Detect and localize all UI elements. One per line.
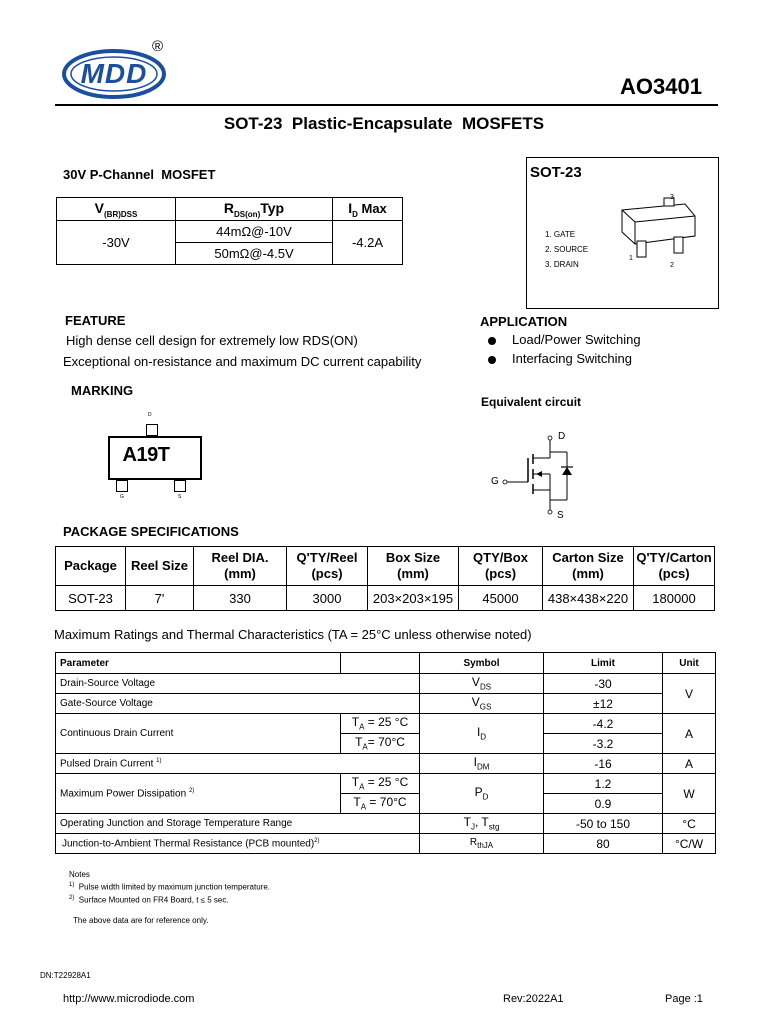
pk-header-qty-reel: Q'TY/Reel (pcs) bbox=[287, 547, 368, 586]
reference-note: The above data are for reference only. bbox=[73, 916, 209, 926]
marking-drawing bbox=[100, 410, 210, 500]
sym-vds: $V_{DS}$ bbox=[420, 674, 544, 694]
pin-g-label: G bbox=[120, 494, 124, 500]
pin-s-lead bbox=[174, 480, 186, 492]
feature-line-2: Exceptional on-resistance and maximum DC current capability bbox=[63, 354, 422, 369]
pin-number-2: 2 bbox=[670, 262, 674, 269]
col-symbol: Symbol bbox=[420, 653, 544, 674]
col-limit: Limit bbox=[544, 653, 663, 674]
note-1: $^{1)}$ Pulse width limited by maximum junction temperature. bbox=[69, 882, 270, 892]
ratings-heading: Maximum Ratings and Thermal Characteristics (TA = 25°C unless otherwise noted) bbox=[54, 627, 532, 642]
pk-cell: 438×438×220 bbox=[543, 586, 634, 611]
feature-heading: FEATURE bbox=[65, 313, 126, 328]
vbr-value: -30V bbox=[57, 221, 176, 265]
unit-v: V bbox=[663, 674, 716, 714]
pk-cell: 7' bbox=[126, 586, 194, 611]
pk-header-reel-size: Reel Size bbox=[126, 547, 194, 586]
id-value: -4.2A bbox=[333, 221, 403, 265]
bullet-icon bbox=[488, 356, 496, 364]
param-id: Continuous Drain Current bbox=[56, 714, 341, 754]
pk-cell: 180000 bbox=[634, 586, 715, 611]
pk-header-reel-dia: Reel DIA. (mm) bbox=[194, 547, 287, 586]
package-box bbox=[526, 157, 719, 309]
limit-pd-25: 1.2 bbox=[544, 774, 663, 794]
rds-value-1: 44mΩ@-10V bbox=[176, 221, 333, 243]
bullet-icon bbox=[488, 337, 496, 345]
package-specs-heading: PACKAGE SPECIFICATIONS bbox=[63, 524, 239, 539]
param-tj: Operating Junction and Storage Temperature Range bbox=[56, 814, 420, 834]
limit-id-70: -3.2 bbox=[544, 734, 663, 754]
sym-vgs: $V_{GS}$ bbox=[420, 694, 544, 714]
cond-pd-70: $T_A = 70^\circ C$ bbox=[341, 794, 420, 814]
sym-rth: $R_{thJA}$ bbox=[420, 834, 544, 854]
unit-rth: °C/W bbox=[663, 834, 716, 854]
unit-id: A bbox=[663, 714, 716, 754]
application-heading: APPLICATION bbox=[480, 314, 568, 329]
pin-number-3: 3 bbox=[670, 194, 674, 201]
package-box-title: SOT-23 bbox=[530, 164, 582, 181]
application-item: Load/Power Switching bbox=[488, 332, 641, 347]
col-vbr: $V_{(BR)DSS}$ bbox=[57, 198, 176, 221]
application-item: Interfacing Switching bbox=[488, 351, 632, 366]
pk-header-box-size: Box Size (mm) bbox=[368, 547, 459, 586]
marking-code: A19T bbox=[122, 444, 170, 466]
marking-heading: MARKING bbox=[71, 383, 134, 398]
circuit-label-s: S bbox=[557, 510, 564, 521]
unit-pd: W bbox=[663, 774, 716, 814]
sym-pd: $P_D$ bbox=[420, 774, 544, 814]
param-idm: Pulsed Drain Current $^{1)}$ bbox=[56, 754, 420, 774]
col-condition-blank bbox=[341, 653, 420, 674]
pin-label-drain: 3. DRAIN bbox=[545, 260, 579, 269]
footer-revision: Rev:2022A1 bbox=[503, 993, 564, 1005]
pin-d-lead bbox=[146, 424, 158, 436]
sym-tj: $T_J$, $T_{stg}$ bbox=[420, 814, 544, 834]
cond-pd-25: $T_A = 25$ °C bbox=[341, 774, 420, 794]
pin-s-label: S bbox=[178, 494, 182, 500]
limit-pd-70: 0.9 bbox=[544, 794, 663, 814]
pk-cell: 45000 bbox=[459, 586, 543, 611]
feature-line-1: High dense cell design for extremely low RDS(ON) bbox=[66, 333, 358, 348]
rds-value-2: 50mΩ@-4.5V bbox=[176, 243, 333, 265]
circuit-label-g: G bbox=[491, 476, 499, 487]
sot23-package-drawing bbox=[607, 194, 707, 274]
circuit-label-d: D bbox=[558, 431, 566, 442]
header-rule bbox=[55, 104, 718, 106]
pk-header-qty-box: QTY/Box (pcs) bbox=[459, 547, 543, 586]
unit-idm: A bbox=[663, 754, 716, 774]
sym-idm: $I_{DM}$ bbox=[420, 754, 544, 774]
pin-number-1: 1 bbox=[629, 255, 633, 262]
pk-cell: 330 bbox=[194, 586, 287, 611]
notes-title: Notes bbox=[69, 870, 90, 879]
limit-idm: -16 bbox=[544, 754, 663, 774]
col-parameter: Parameter bbox=[56, 653, 341, 674]
col-id: $I_D$ Max bbox=[333, 198, 403, 221]
pin-g-lead bbox=[116, 480, 128, 492]
circuit-heading: Equivalent circuit bbox=[481, 395, 582, 409]
pk-cell: SOT-23 bbox=[56, 586, 126, 611]
pk-header-carton-size: Carton Size (mm) bbox=[543, 547, 634, 586]
col-rds: $R_{DS(on)}Typ$ bbox=[176, 198, 333, 221]
param-pd: Maximum Power Dissipation $^{2)}$ bbox=[56, 774, 341, 814]
logo-text: MDD bbox=[80, 58, 148, 89]
pin-label-gate: 1. GATE bbox=[545, 230, 576, 239]
param-vgs: Gate-Source Voltage bbox=[56, 694, 420, 714]
notes bbox=[69, 870, 270, 926]
doc-number: DN:T22928A1 bbox=[40, 971, 91, 980]
package-specs-table bbox=[55, 546, 715, 611]
pin-d-label: D bbox=[148, 412, 152, 418]
part-number: AO3401 bbox=[620, 74, 702, 99]
unit-tj: °C bbox=[663, 814, 716, 834]
sym-id: $I_D$ bbox=[420, 714, 544, 754]
footer-page: Page :1 bbox=[665, 993, 703, 1005]
company-logo bbox=[62, 48, 166, 100]
limit-vds: -30 bbox=[544, 674, 663, 694]
pk-cell: 3000 bbox=[287, 586, 368, 611]
limit-tj: -50 to 150 bbox=[544, 814, 663, 834]
note-2: $^{2)}$ Surface Mounted on FR4 Board, t ≤ 5 sec. bbox=[69, 894, 229, 905]
cond-id-70: $T_A= 70^\circ C$ bbox=[341, 734, 420, 754]
limit-id-25: -4.2 bbox=[544, 714, 663, 734]
param-rth: Junction-to-Ambient Thermal Resistance (PCB mounted)$^{2)}$ bbox=[56, 834, 420, 854]
param-vds: Drain-Source Voltage bbox=[56, 674, 420, 694]
footer-url[interactable]: http://www.microdiode.com bbox=[63, 993, 195, 1005]
pk-cell: 203×203×195 bbox=[368, 586, 459, 611]
col-unit: Unit bbox=[663, 653, 716, 674]
pk-header-qty-carton: Q'TY/Carton (pcs) bbox=[634, 547, 715, 586]
max-ratings-table bbox=[55, 652, 716, 854]
pin-label-source: 2. SOURCE bbox=[545, 245, 589, 254]
limit-rth: 80 bbox=[544, 834, 663, 854]
page-subtitle: SOT-23 Plastic-Encapsulate MOSFETS bbox=[223, 114, 545, 133]
pk-header-package: Package bbox=[56, 547, 126, 586]
device-type: 30V P-Channel MOSFET bbox=[63, 167, 216, 182]
limit-vgs: ±12 bbox=[544, 694, 663, 714]
mosfet-symbol bbox=[495, 428, 585, 520]
cond-id-25: $T_A = 25$ °C bbox=[341, 714, 420, 734]
key-spec-table bbox=[56, 197, 403, 265]
registered-mark: ® bbox=[152, 38, 164, 55]
